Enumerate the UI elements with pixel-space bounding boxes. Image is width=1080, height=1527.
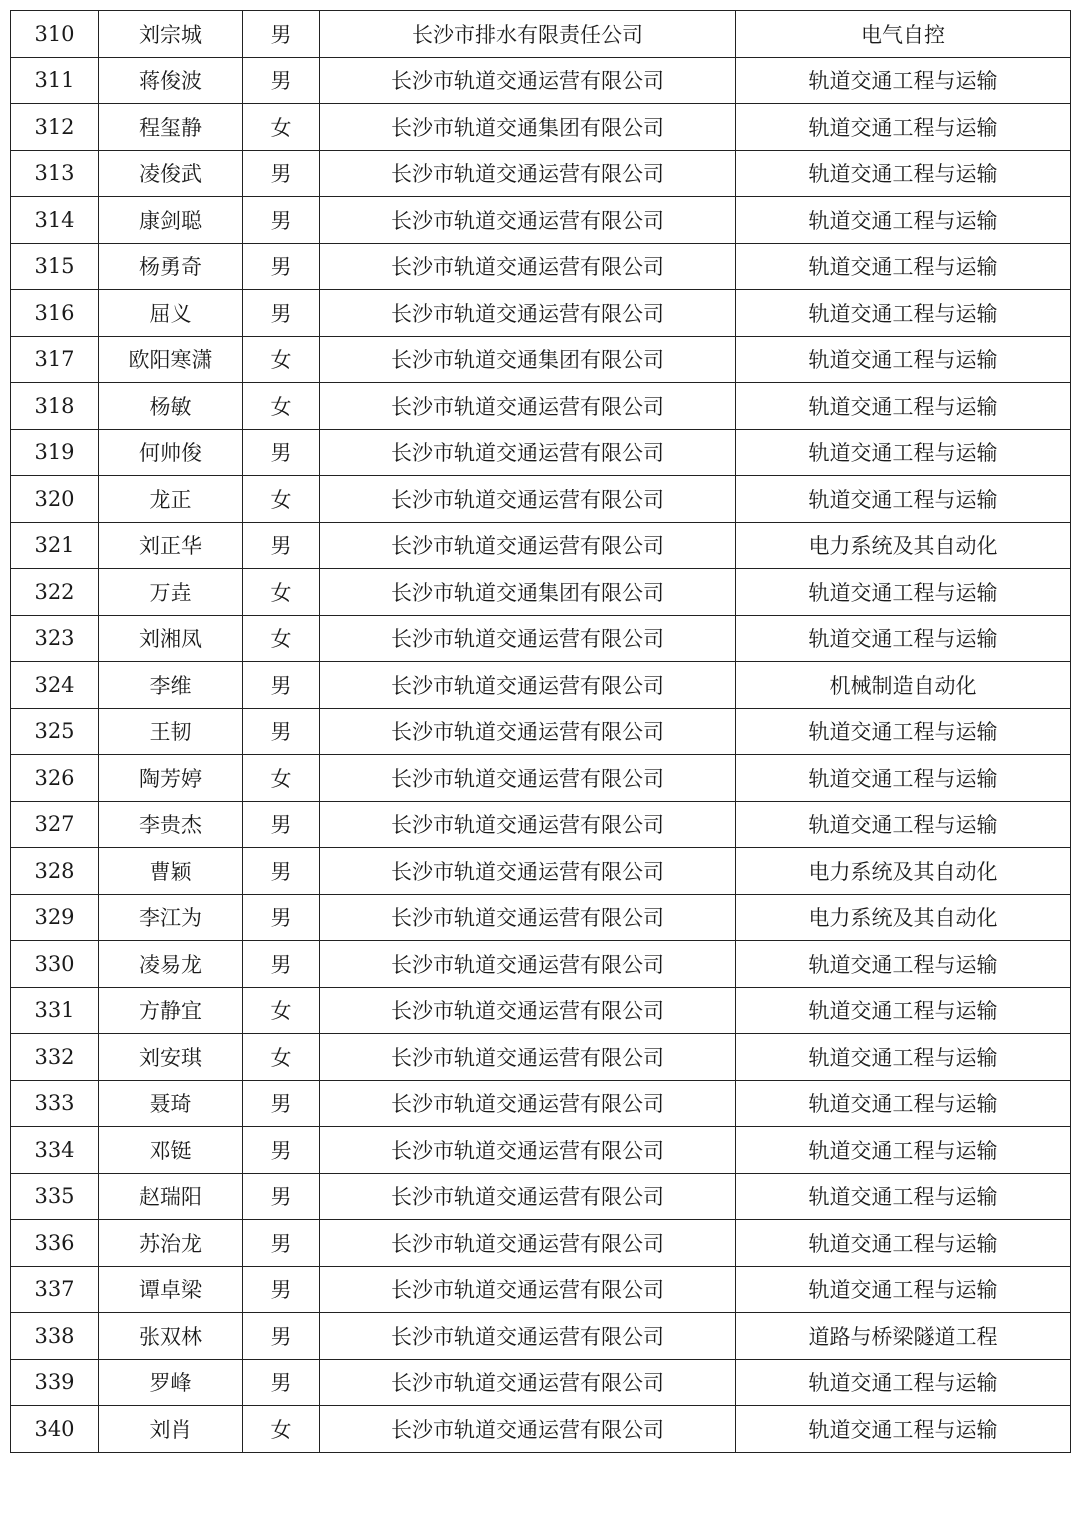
cell-major: 电气自控 bbox=[736, 11, 1071, 58]
table-row bbox=[11, 708, 1071, 755]
cell-gender: 男 bbox=[243, 429, 320, 476]
cell-gender: 男 bbox=[243, 1313, 320, 1360]
cell-number: 340 bbox=[11, 1406, 99, 1453]
cell-gender: 男 bbox=[243, 708, 320, 755]
cell-gender: 女 bbox=[243, 755, 320, 802]
cell-gender: 男 bbox=[243, 1220, 320, 1267]
cell-company: 长沙市轨道交通运营有限公司 bbox=[320, 662, 736, 709]
cell-gender: 男 bbox=[243, 290, 320, 337]
cell-gender: 男 bbox=[243, 522, 320, 569]
cell-company: 长沙市轨道交通运营有限公司 bbox=[320, 941, 736, 988]
cell-company: 长沙市轨道交通运营有限公司 bbox=[320, 1080, 736, 1127]
cell-major: 轨道交通工程与运输 bbox=[736, 243, 1071, 290]
table-row bbox=[11, 197, 1071, 244]
cell-name: 罗峰 bbox=[99, 1359, 243, 1406]
cell-company: 长沙市轨道交通运营有限公司 bbox=[320, 150, 736, 197]
cell-company: 长沙市轨道交通运营有限公司 bbox=[320, 848, 736, 895]
table-row bbox=[11, 1080, 1071, 1127]
cell-name: 张双林 bbox=[99, 1313, 243, 1360]
cell-major: 轨道交通工程与运输 bbox=[736, 104, 1071, 151]
cell-name: 凌易龙 bbox=[99, 941, 243, 988]
cell-name: 邓铤 bbox=[99, 1127, 243, 1174]
cell-number: 338 bbox=[11, 1313, 99, 1360]
table-row bbox=[11, 243, 1071, 290]
cell-number: 323 bbox=[11, 615, 99, 662]
cell-name: 聂琦 bbox=[99, 1080, 243, 1127]
table-row bbox=[11, 476, 1071, 523]
cell-major: 轨道交通工程与运输 bbox=[736, 1080, 1071, 1127]
cell-number: 324 bbox=[11, 662, 99, 709]
cell-major: 轨道交通工程与运输 bbox=[736, 1220, 1071, 1267]
cell-major: 轨道交通工程与运输 bbox=[736, 1173, 1071, 1220]
cell-major: 机械制造自动化 bbox=[736, 662, 1071, 709]
cell-company: 长沙市轨道交通运营有限公司 bbox=[320, 1034, 736, 1081]
table-row bbox=[11, 1220, 1071, 1267]
cell-company: 长沙市轨道交通运营有限公司 bbox=[320, 708, 736, 755]
cell-name: 曹颖 bbox=[99, 848, 243, 895]
cell-major: 轨道交通工程与运输 bbox=[736, 1406, 1071, 1453]
cell-name: 程玺静 bbox=[99, 104, 243, 151]
cell-major: 轨道交通工程与运输 bbox=[736, 1266, 1071, 1313]
cell-gender: 男 bbox=[243, 197, 320, 244]
table-row bbox=[11, 755, 1071, 802]
cell-number: 329 bbox=[11, 894, 99, 941]
table-row bbox=[11, 1034, 1071, 1081]
table-row bbox=[11, 987, 1071, 1034]
cell-name: 刘安琪 bbox=[99, 1034, 243, 1081]
cell-name: 万垚 bbox=[99, 569, 243, 616]
table-row bbox=[11, 11, 1071, 58]
cell-gender: 男 bbox=[243, 11, 320, 58]
cell-number: 322 bbox=[11, 569, 99, 616]
cell-number: 310 bbox=[11, 11, 99, 58]
cell-major: 轨道交通工程与运输 bbox=[736, 383, 1071, 430]
cell-gender: 男 bbox=[243, 1359, 320, 1406]
table-row bbox=[11, 1313, 1071, 1360]
table-row bbox=[11, 615, 1071, 662]
cell-major: 电力系统及其自动化 bbox=[736, 894, 1071, 941]
table-row bbox=[11, 1127, 1071, 1174]
roster-table bbox=[10, 10, 1071, 1453]
cell-major: 电力系统及其自动化 bbox=[736, 848, 1071, 895]
cell-major: 轨道交通工程与运输 bbox=[736, 1359, 1071, 1406]
cell-major: 轨道交通工程与运输 bbox=[736, 476, 1071, 523]
cell-company: 长沙市轨道交通运营有限公司 bbox=[320, 1220, 736, 1267]
cell-major: 轨道交通工程与运输 bbox=[736, 987, 1071, 1034]
cell-gender: 男 bbox=[243, 1080, 320, 1127]
table-row bbox=[11, 1359, 1071, 1406]
cell-gender: 男 bbox=[243, 1266, 320, 1313]
cell-name: 李江为 bbox=[99, 894, 243, 941]
cell-gender: 男 bbox=[243, 941, 320, 988]
cell-number: 315 bbox=[11, 243, 99, 290]
cell-major: 轨道交通工程与运输 bbox=[736, 1127, 1071, 1174]
cell-number: 321 bbox=[11, 522, 99, 569]
cell-name: 屈义 bbox=[99, 290, 243, 337]
cell-company: 长沙市轨道交通运营有限公司 bbox=[320, 383, 736, 430]
cell-name: 苏治龙 bbox=[99, 1220, 243, 1267]
cell-company: 长沙市轨道交通运营有限公司 bbox=[320, 57, 736, 104]
table-row bbox=[11, 1173, 1071, 1220]
cell-number: 328 bbox=[11, 848, 99, 895]
cell-major: 轨道交通工程与运输 bbox=[736, 197, 1071, 244]
cell-name: 赵瑞阳 bbox=[99, 1173, 243, 1220]
cell-name: 刘宗城 bbox=[99, 11, 243, 58]
cell-number: 325 bbox=[11, 708, 99, 755]
table-row bbox=[11, 569, 1071, 616]
table-row bbox=[11, 383, 1071, 430]
cell-name: 康剑聪 bbox=[99, 197, 243, 244]
cell-name: 欧阳寒潇 bbox=[99, 336, 243, 383]
cell-major: 轨道交通工程与运输 bbox=[736, 150, 1071, 197]
roster-table-body bbox=[11, 11, 1071, 1453]
cell-major: 轨道交通工程与运输 bbox=[736, 290, 1071, 337]
cell-gender: 女 bbox=[243, 476, 320, 523]
cell-major: 轨道交通工程与运输 bbox=[736, 569, 1071, 616]
table-row bbox=[11, 662, 1071, 709]
cell-name: 刘肖 bbox=[99, 1406, 243, 1453]
cell-company: 长沙市轨道交通运营有限公司 bbox=[320, 1359, 736, 1406]
table-row bbox=[11, 848, 1071, 895]
table-row bbox=[11, 1266, 1071, 1313]
cell-number: 318 bbox=[11, 383, 99, 430]
cell-number: 319 bbox=[11, 429, 99, 476]
cell-number: 312 bbox=[11, 104, 99, 151]
cell-gender: 男 bbox=[243, 243, 320, 290]
cell-name: 谭卓梁 bbox=[99, 1266, 243, 1313]
cell-name: 刘湘凤 bbox=[99, 615, 243, 662]
cell-name: 凌俊武 bbox=[99, 150, 243, 197]
cell-company: 长沙市轨道交通运营有限公司 bbox=[320, 615, 736, 662]
cell-name: 王韧 bbox=[99, 708, 243, 755]
cell-company: 长沙市轨道交通运营有限公司 bbox=[320, 476, 736, 523]
cell-major: 轨道交通工程与运输 bbox=[736, 1034, 1071, 1081]
cell-gender: 女 bbox=[243, 383, 320, 430]
cell-company: 长沙市轨道交通运营有限公司 bbox=[320, 1313, 736, 1360]
cell-company: 长沙市轨道交通运营有限公司 bbox=[320, 1127, 736, 1174]
cell-number: 327 bbox=[11, 801, 99, 848]
table-row bbox=[11, 104, 1071, 151]
cell-name: 李贵杰 bbox=[99, 801, 243, 848]
cell-name: 杨敏 bbox=[99, 383, 243, 430]
cell-gender: 女 bbox=[243, 1406, 320, 1453]
cell-major: 轨道交通工程与运输 bbox=[736, 336, 1071, 383]
cell-gender: 男 bbox=[243, 1127, 320, 1174]
cell-number: 317 bbox=[11, 336, 99, 383]
table-row bbox=[11, 801, 1071, 848]
cell-gender: 男 bbox=[243, 57, 320, 104]
cell-number: 320 bbox=[11, 476, 99, 523]
table-row bbox=[11, 336, 1071, 383]
cell-name: 李维 bbox=[99, 662, 243, 709]
cell-company: 长沙市排水有限责任公司 bbox=[320, 11, 736, 58]
table-row bbox=[11, 150, 1071, 197]
cell-major: 轨道交通工程与运输 bbox=[736, 57, 1071, 104]
cell-major: 轨道交通工程与运输 bbox=[736, 708, 1071, 755]
cell-name: 蒋俊波 bbox=[99, 57, 243, 104]
cell-company: 长沙市轨道交通运营有限公司 bbox=[320, 801, 736, 848]
cell-major: 电力系统及其自动化 bbox=[736, 522, 1071, 569]
cell-number: 313 bbox=[11, 150, 99, 197]
cell-number: 331 bbox=[11, 987, 99, 1034]
cell-gender: 女 bbox=[243, 1034, 320, 1081]
cell-name: 杨勇奇 bbox=[99, 243, 243, 290]
cell-major: 轨道交通工程与运输 bbox=[736, 615, 1071, 662]
cell-major: 轨道交通工程与运输 bbox=[736, 801, 1071, 848]
cell-gender: 男 bbox=[243, 1173, 320, 1220]
cell-number: 335 bbox=[11, 1173, 99, 1220]
cell-company: 长沙市轨道交通运营有限公司 bbox=[320, 290, 736, 337]
cell-name: 刘正华 bbox=[99, 522, 243, 569]
cell-name: 何帅俊 bbox=[99, 429, 243, 476]
cell-number: 326 bbox=[11, 755, 99, 802]
cell-gender: 男 bbox=[243, 894, 320, 941]
cell-number: 334 bbox=[11, 1127, 99, 1174]
cell-company: 长沙市轨道交通集团有限公司 bbox=[320, 336, 736, 383]
cell-number: 336 bbox=[11, 1220, 99, 1267]
cell-name: 陶芳婷 bbox=[99, 755, 243, 802]
table-row bbox=[11, 429, 1071, 476]
cell-company: 长沙市轨道交通运营有限公司 bbox=[320, 1173, 736, 1220]
cell-company: 长沙市轨道交通运营有限公司 bbox=[320, 894, 736, 941]
cell-company: 长沙市轨道交通集团有限公司 bbox=[320, 569, 736, 616]
cell-gender: 男 bbox=[243, 801, 320, 848]
cell-name: 龙正 bbox=[99, 476, 243, 523]
cell-company: 长沙市轨道交通运营有限公司 bbox=[320, 755, 736, 802]
document-page bbox=[10, 10, 1070, 1453]
table-row bbox=[11, 522, 1071, 569]
cell-company: 长沙市轨道交通运营有限公司 bbox=[320, 1406, 736, 1453]
cell-gender: 男 bbox=[243, 150, 320, 197]
cell-company: 长沙市轨道交通运营有限公司 bbox=[320, 987, 736, 1034]
cell-number: 316 bbox=[11, 290, 99, 337]
cell-gender: 女 bbox=[243, 336, 320, 383]
table-row bbox=[11, 894, 1071, 941]
cell-major: 轨道交通工程与运输 bbox=[736, 755, 1071, 802]
cell-gender: 女 bbox=[243, 104, 320, 151]
cell-major: 轨道交通工程与运输 bbox=[736, 429, 1071, 476]
cell-number: 333 bbox=[11, 1080, 99, 1127]
cell-name: 方静宜 bbox=[99, 987, 243, 1034]
cell-number: 339 bbox=[11, 1359, 99, 1406]
cell-gender: 女 bbox=[243, 615, 320, 662]
cell-company: 长沙市轨道交通运营有限公司 bbox=[320, 197, 736, 244]
cell-gender: 男 bbox=[243, 662, 320, 709]
table-row bbox=[11, 941, 1071, 988]
cell-company: 长沙市轨道交通运营有限公司 bbox=[320, 1266, 736, 1313]
cell-number: 311 bbox=[11, 57, 99, 104]
cell-company: 长沙市轨道交通运营有限公司 bbox=[320, 243, 736, 290]
cell-number: 330 bbox=[11, 941, 99, 988]
cell-major: 轨道交通工程与运输 bbox=[736, 941, 1071, 988]
cell-number: 332 bbox=[11, 1034, 99, 1081]
cell-gender: 女 bbox=[243, 987, 320, 1034]
cell-company: 长沙市轨道交通集团有限公司 bbox=[320, 104, 736, 151]
table-row bbox=[11, 290, 1071, 337]
cell-number: 314 bbox=[11, 197, 99, 244]
cell-major: 道路与桥梁隧道工程 bbox=[736, 1313, 1071, 1360]
cell-gender: 女 bbox=[243, 569, 320, 616]
cell-company: 长沙市轨道交通运营有限公司 bbox=[320, 429, 736, 476]
cell-gender: 男 bbox=[243, 848, 320, 895]
table-row bbox=[11, 57, 1071, 104]
cell-company: 长沙市轨道交通运营有限公司 bbox=[320, 522, 736, 569]
cell-number: 337 bbox=[11, 1266, 99, 1313]
table-row bbox=[11, 1406, 1071, 1453]
